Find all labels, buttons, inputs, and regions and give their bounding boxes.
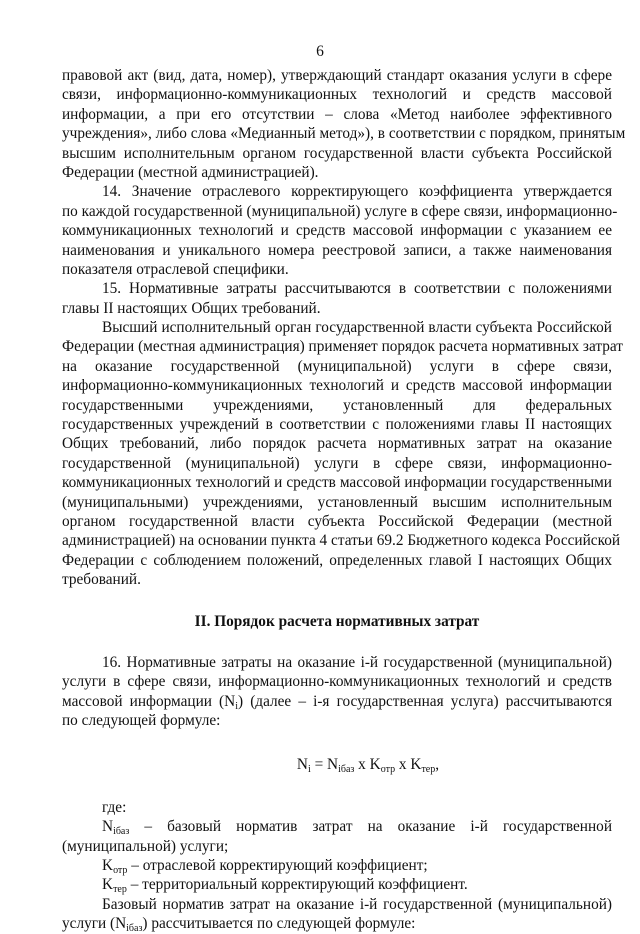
text-line: информационно-коммуникационных технологий и средств массовой информации: [62, 377, 612, 395]
text-line: высшим исполнительным органом государственной власти субъекта Российской: [62, 144, 612, 162]
definition-base-norm: $N_{iбаз}$ – базовый норматив затрат на оказание i-й государственной: [102, 818, 612, 838]
paragraph-15-start: 15. Нормативные затраты рассчитываются в соответствии с положениями: [102, 280, 612, 298]
text-line: правовой акт (вид, дата, номер), утверждающий стандарт оказания услуги в сфере: [62, 67, 612, 84]
paragraph-base-norm-start: Базовый норматив затрат на оказание i-й государственной (муниципальной): [102, 895, 612, 913]
text-line: государственных учреждений в соответствии с положениями главы II настоящих: [62, 416, 612, 434]
definition-k-otr: $K_{отр}$ – отраслевой корректирующий коэффициент;: [102, 857, 428, 877]
text-line: органом государственной власти субъекта Российской Федерации (местной: [62, 512, 612, 530]
paragraph-authority-start: Высший исполнительный орган государственной власти субъекта Российской: [102, 319, 612, 337]
text-line: по каждой государственной (муниципальной) услуге в сфере связи, информационно-: [62, 202, 618, 220]
where-label: где:: [102, 798, 127, 816]
page-number: 6: [316, 43, 324, 60]
text-line: государственной (муниципальной) услуги в сфере связи, информационно-: [62, 454, 612, 472]
formula: $N_i = N_{iбаз}$ x $K_{отр}$ x $K_{тер}$,: [296, 755, 440, 775]
body-text: [62, 66, 626, 934]
text-line-with-symbol: массовой информации $(N_i)$ (далее – i-я государственная услуга) рассчитываются: [62, 692, 612, 712]
paragraph-16-start: 16. Нормативные затраты на оказание i-й государственной (муниципальной): [102, 653, 612, 671]
definition-k-ter: $K_{тер}$ – территориальный корректирующий коэффициент.: [102, 876, 468, 896]
section-heading: II. Порядок расчета нормативных затрат: [194, 612, 480, 630]
text-line: показателя отраслевой специфики.: [62, 260, 289, 278]
text-line: (муниципальной) услуги;: [62, 837, 229, 855]
text-line: услуги в сфере связи, информационно-коммуникационных технологий и средств: [62, 673, 612, 691]
text-line: Общих требований, либо порядок расчета нормативных затрат на оказание: [62, 435, 612, 453]
text-line: государственными учреждениями, установленный для федеральных: [62, 396, 612, 414]
text-line: учреждения», либо слова «Медианный метод»), в соответствии с порядком, принятым: [62, 125, 626, 143]
text-line: по следующей формуле:: [62, 712, 221, 730]
text-line: (муниципальными) учреждениями, установленный высшим исполнительным: [62, 493, 612, 511]
text-line: коммуникационных технологий и средств массовой информации с указанием ее: [62, 222, 612, 240]
text-line-with-symbol: услуги $(N_{iбаз})$ рассчитывается по следующей формуле:: [62, 915, 416, 934]
text-line: на оказание государственной (муниципальной) услуги в сфере связи,: [62, 357, 612, 375]
text-line: главы II настоящих Общих требований.: [62, 299, 321, 317]
text-line: связи, информационно-коммуникационных технологий и средств массовой: [62, 86, 612, 104]
text-line: администрацией) на основании пункта 4 статьи 69.2 Бюджетного кодекса Российской: [62, 532, 621, 550]
text-line: Федерации (местной администрацией).: [62, 163, 319, 181]
text-line: коммуникационных технологий и средств массовой информации государственными: [62, 474, 612, 492]
text-line: Федерации (местная администрация) применяет порядок расчета нормативных затрат: [62, 338, 623, 356]
text-line: Федерации с соблюдением положений, определенных главой I настоящих Общих: [62, 551, 612, 569]
text-line: требований.: [62, 571, 141, 589]
text-line: наименования и уникального номера реестровой записи, а также наименования: [62, 241, 612, 259]
text-line: информации, а при его отсутствии – слова «Метод наиболее эффективного: [62, 105, 612, 123]
paragraph-14-start: 14. Значение отраслевого корректирующего коэффициента утверждается: [102, 183, 612, 201]
